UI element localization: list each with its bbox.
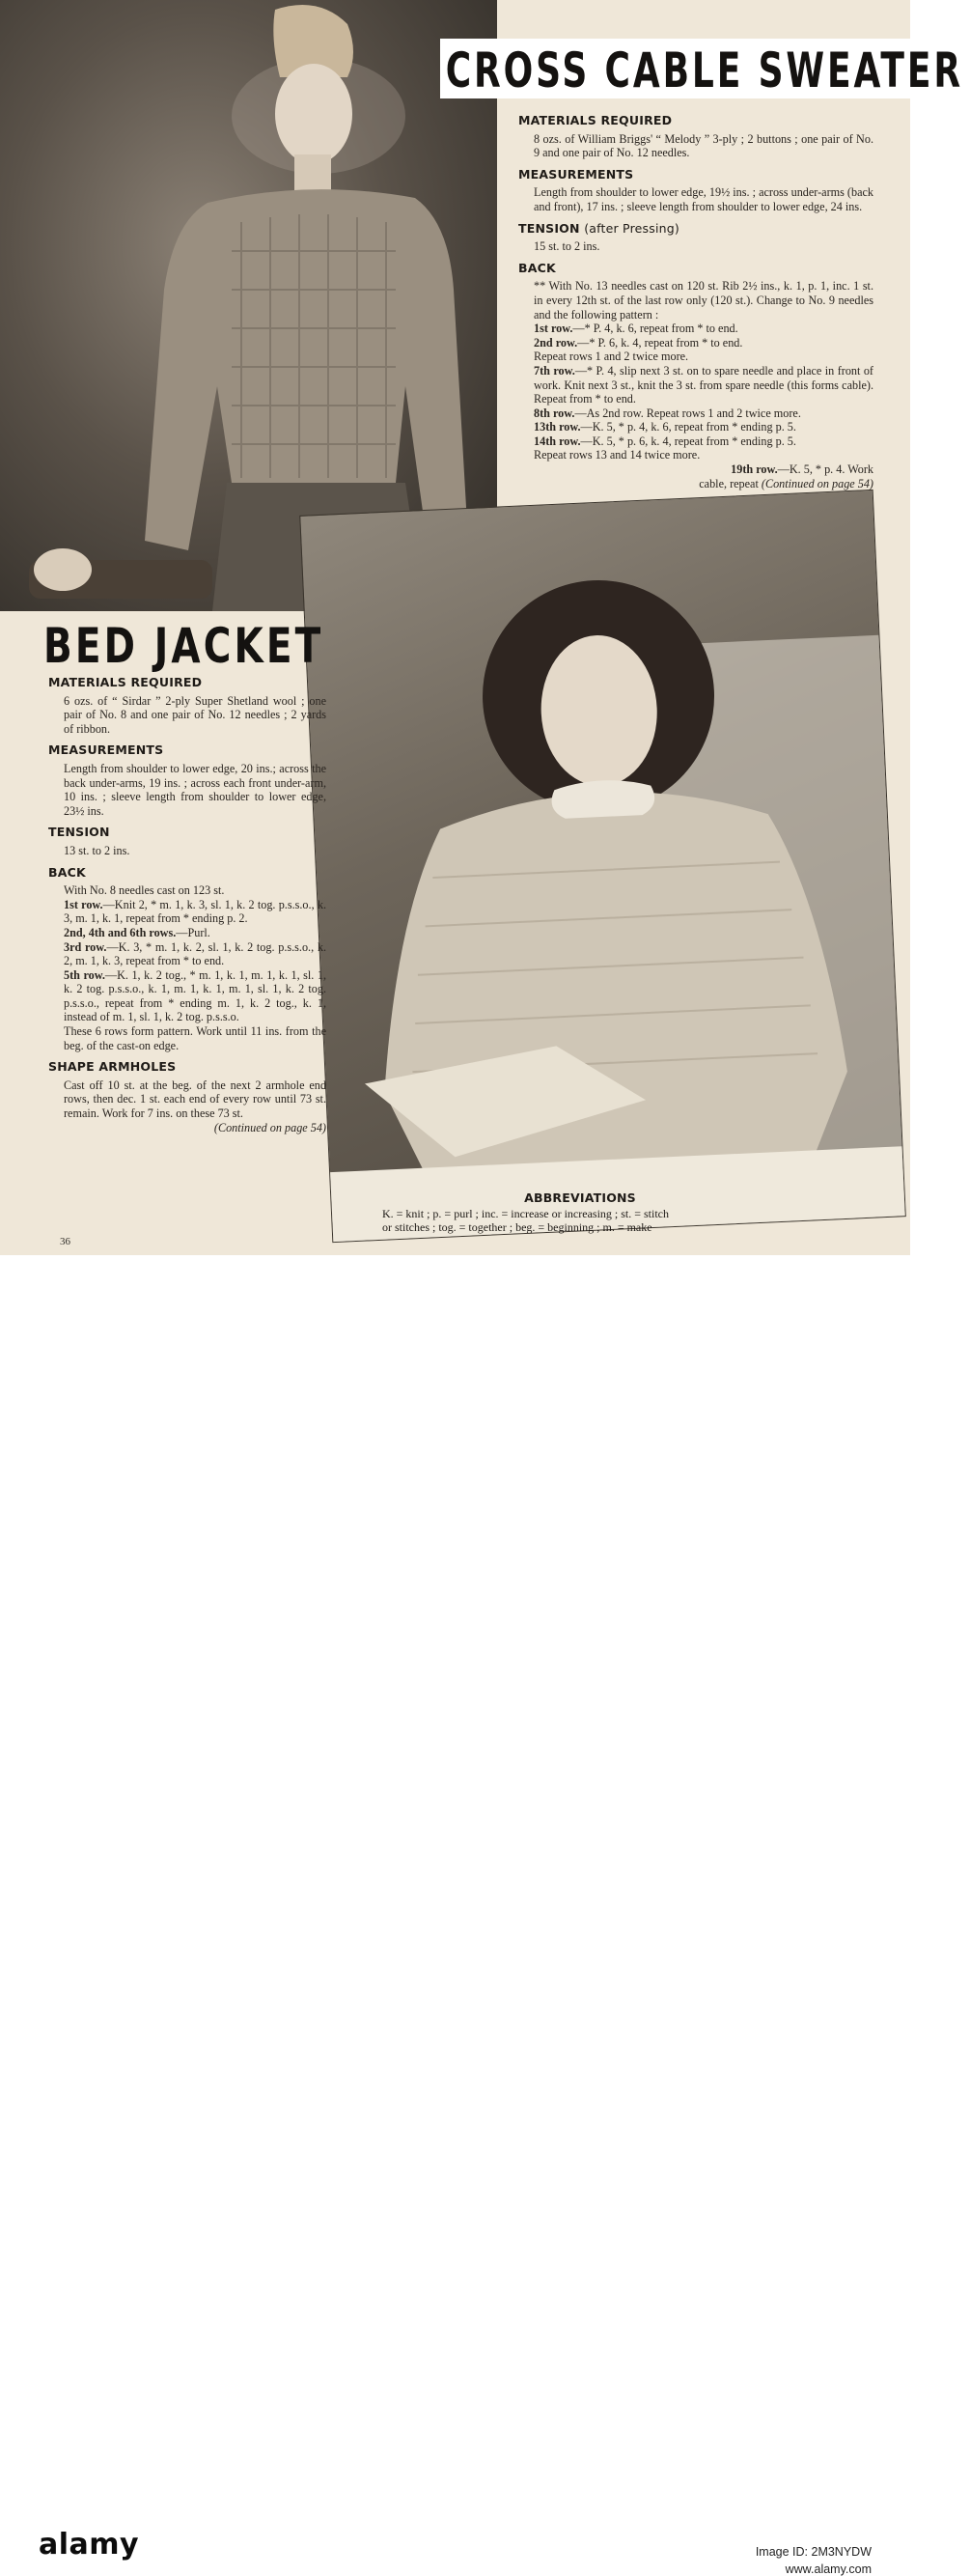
image-id: Image ID: 2M3NYDW bbox=[755, 2545, 872, 2559]
sweater-row-1: 1st row.—* P. 4, k. 6, repeat from * to end. bbox=[534, 322, 738, 336]
jacket-tension-heading: TENSION bbox=[48, 825, 110, 840]
sweater-instructions bbox=[518, 114, 873, 490]
jacket-back-intro: With No. 8 needles cast on 123 st. bbox=[64, 883, 225, 898]
abbreviations-block bbox=[373, 1191, 788, 1234]
jacket-armholes-heading: SHAPE ARMHOLES bbox=[48, 1059, 177, 1075]
sweater-row-14: 14th row.—K. 5, * p. 6, k. 4, repeat from * ending p. 5. bbox=[534, 434, 796, 448]
sweater-title: CROSS CABLE SWEATER bbox=[440, 39, 970, 98]
sweater-back-heading: BACK bbox=[518, 260, 556, 275]
magazine-page bbox=[0, 0, 963, 1255]
sweater-materials-text: 8 ozs. of William Briggs' “ Melody ” 3-ply ; 2 buttons ; one pair of No. 9 and one pair of No. 12 needles. bbox=[534, 131, 873, 160]
jacket-row-1: 1st row.—Knit 2, * m. 1, k. 3, sl. 1, k. 2 tog. p.s.s.o., k. 3, m. 1, k. 1, repeat from * ending p. 2. bbox=[64, 897, 327, 926]
alamy-logo: alamy bbox=[39, 2528, 140, 2562]
stock-footer bbox=[0, 1255, 910, 2576]
page-number: 36 bbox=[60, 1236, 70, 1247]
abbreviations-line-2: or stitches ; tog. = together ; beg. = beginning ; m. = make bbox=[382, 1220, 652, 1234]
bed-jacket-model-photo bbox=[299, 490, 906, 1243]
sweater-measurements-text: Length from shoulder to lower edge, 19½ ins. ; across under-arms (back and front), 17 ins. ; sleeve length from shoulder to lower edge, 24 ins. bbox=[534, 185, 873, 213]
abbreviations-line-1: K. = knit ; p. = purl ; inc. = increase or increasing ; st. = stitch bbox=[382, 1207, 670, 1220]
sweater-row-2: 2nd row.—* P. 6, k. 4, repeat from * to end. bbox=[534, 335, 743, 350]
sweater-back-intro: ** With No. 13 needles cast on 120 st. Rib 2½ ins., k. 1, p. 1, inc. 1 st. in every 12th st. of the last row only (120 st.). Change to No. 9 needles and the following pattern : bbox=[534, 279, 873, 322]
sweater-row-7: 7th row.—* P. 4, slip next 3 st. on to spare needle and place in front of work. Knit next 3 st., knit the 3 st. from spare needle (this forms cable). Repeat from * to end. bbox=[534, 363, 873, 406]
jacket-materials-heading: MATERIALS REQUIRED bbox=[48, 675, 203, 689]
sweater-tension-text: 15 st. to 2 ins. bbox=[534, 239, 600, 254]
jacket-row-5: 5th row.—K. 1, k. 2 tog., * m. 1, k. 1, m. 1, k. 1, sl. 1, k. 2 tog. p.s.s.o., k. 1, m. 1, k. 1, m. 1, sl. 1, k. 2 tog. p.s.s.o., repeat from * ending m. 1, k. 2 tog., k. 1, instead of m. 1, sl. 1, k. 2 tog. p.s.s.o. bbox=[64, 967, 326, 1024]
tension-note: (after Pressing) bbox=[584, 220, 679, 236]
jacket-armholes-text: Cast off 10 st. at the beg. of the next 2 armhole end rows, then dec. 1 st. each end of every row until 73 st. remain. Work for 7 ins. on these 73 st. bbox=[64, 1078, 326, 1121]
jacket-back-heading: BACK bbox=[48, 864, 86, 880]
sweater-row-19: 19th row.—K. 5, * p. 4. Work bbox=[731, 462, 873, 477]
jacket-tension-text: 13 st. to 2 ins. bbox=[64, 843, 130, 857]
abbreviations-heading: ABBREVIATIONS bbox=[524, 1190, 636, 1205]
jacket-row-even: 2nd, 4th and 6th rows.—Purl. bbox=[64, 925, 210, 939]
sweater-row-repeat-1: Repeat rows 1 and 2 twice more. bbox=[534, 350, 689, 364]
sweater-row-repeat-2: Repeat rows 13 and 14 twice more. bbox=[534, 448, 701, 462]
sweater-materials-heading: MATERIALS REQUIRED bbox=[518, 113, 673, 127]
jacket-measurements-text: Length from shoulder to lower edge, 20 ins.; across the back under-arms, 19 ins. ; across each front under-arm, 10 ins. ; sleeve length from shoulder to lower edge, 23½ ins. bbox=[64, 761, 326, 818]
sweater-tension-heading bbox=[518, 222, 873, 237]
jacket-instructions bbox=[48, 676, 326, 1134]
jacket-row-pattern: These 6 rows form pattern. Work until 11 ins. from the beg. of the cast-on edge. bbox=[64, 1024, 326, 1052]
tension-label: TENSION bbox=[518, 220, 580, 236]
jacket-title: BED JACKET bbox=[43, 618, 324, 674]
sweater-row-13: 13th row.—K. 5, * p. 4, k. 6, repeat from * ending p. 5. bbox=[534, 420, 796, 434]
jacket-row-3: 3rd row.—K. 3, * m. 1, k. 2, sl. 1, k. 2 tog. p.s.s.o., k. 2, m. 1, k. 3, repeat from * to end. bbox=[64, 939, 326, 968]
jacket-continued: (Continued on page 54) bbox=[213, 1120, 326, 1134]
sweater-row-8: 8th row.—As 2nd row. Repeat rows 1 and 2 twice more. bbox=[534, 406, 801, 420]
sweater-continued: cable, repeat (Continued on page 54) bbox=[699, 476, 873, 490]
site-url: www.alamy.com bbox=[785, 2562, 872, 2576]
jacket-measurements-heading: MEASUREMENTS bbox=[48, 742, 164, 758]
sweater-measurements-heading: MEASUREMENTS bbox=[518, 166, 634, 182]
jacket-materials-text: 6 ozs. of “ Sirdar ” 2-ply Super Shetland wool ; one pair of No. 8 and one pair of No. 12 needles ; 2 yards of ribbon. bbox=[64, 693, 326, 736]
